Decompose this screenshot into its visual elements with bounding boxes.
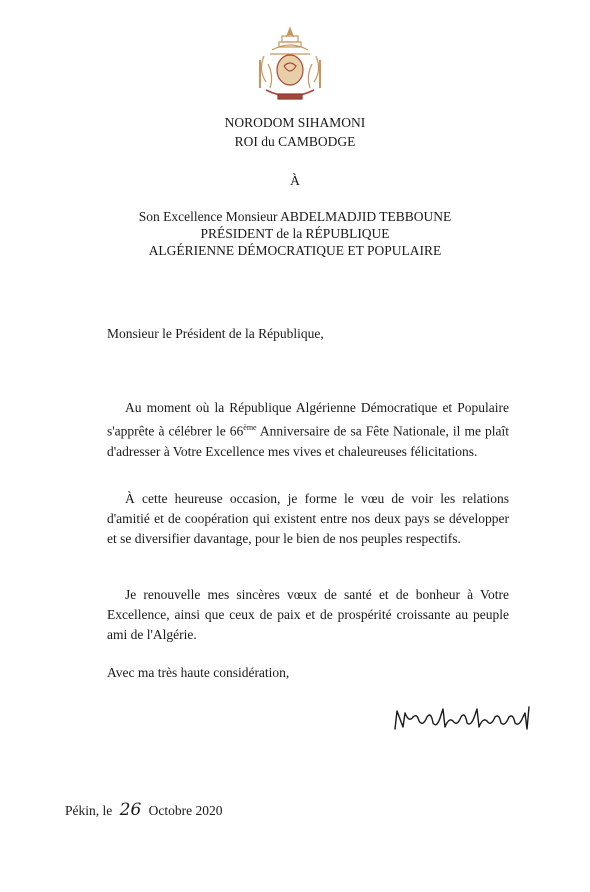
body-paragraph-3: Je renouvelle mes sincères vœux de santé et de bonheur à Votre Excellence, ainsi que ceux de paix et de prospérité croissante au peuple ami de l'Algérie. — [107, 587, 509, 642]
p1-text-end: Anniversaire de sa Fête Nationale, il me plaît d'adresser à Votre Excellence mes vives et chaleureuses félicitations. — [107, 423, 509, 459]
sender-title: ROI du CAMBODGE — [234, 134, 356, 149]
date-line — [65, 800, 223, 820]
addressee-line-1: Son Excellence Monsieur ABDELMADJID TEBBOUNE — [138, 209, 452, 224]
p1-text-start: Au moment où la République Algérienne Démocratique et Populaire s'apprête à célébrer le 66 — [107, 400, 509, 439]
date-place: Pékin, le — [65, 803, 113, 818]
handwritten-signature — [391, 703, 539, 737]
to-marker: À — [290, 173, 300, 188]
body-paragraph-2: À cette heureuse occasion, je forme le vœu de voir les relations d'amitié et de coopération qui existent entre nos deux pays se développer et se diversifier davantage, pour le bien de nos peuples respectifs. — [107, 491, 509, 546]
royal-coat-of-arms — [254, 26, 326, 106]
salutation: Monsieur le Président de la République, — [107, 326, 324, 341]
closing-line: Avec ma très haute considération, — [107, 665, 290, 680]
date-day: 26 — [119, 800, 142, 820]
ordinal-suffix: ème — [243, 423, 257, 432]
date-month-year: Octobre 2020 — [148, 803, 223, 818]
body-paragraph-1 — [107, 398, 509, 462]
addressee-block — [0, 208, 590, 259]
addressee-line-2: PRÉSIDENT de la RÉPUBLIQUE — [200, 226, 390, 241]
sender-block — [0, 113, 590, 151]
addressee-line-3: ALGÉRIENNE DÉMOCRATIQUE ET POPULAIRE — [148, 243, 442, 258]
sender-name: NORODOM SIHAMONI — [224, 115, 366, 130]
